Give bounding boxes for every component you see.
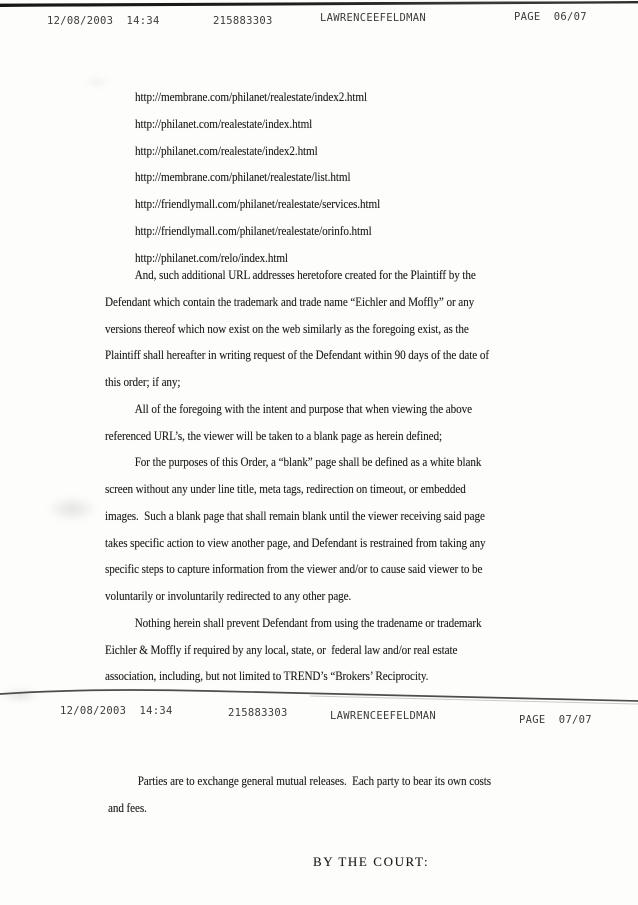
body-line: specific steps to capture information from the viewer and/or to cause said viewer to be [105,562,483,577]
fax-page-label: PAGE 07/07 [519,714,592,726]
fax-page-label: PAGE 06/07 [514,11,587,23]
fax-datetime: 12/08/2003 14:34 [47,15,160,27]
page2-body [108,768,491,822]
scan-artifact-top-edge [0,1,638,7]
body-line: images. Such a blank page that shall remain blank until the viewer receiving said page [105,508,485,523]
body-line: Plaintiff shall hereafter in writing request of the Defendant within 90 days of the date of [105,348,489,363]
body-line: screen without any under line title, meta tags, redirection on timeout, or embedded [105,482,466,496]
body-line: Eichler & Moffly if required by any local, state, or federal law and/or real estate [105,642,458,657]
court-signature-label: BY THE COURT: [313,854,430,869]
fax-station-id: 215883303 [213,15,273,27]
body-line: All of the foregoing with the intent and purpose that when viewing the above [134,401,472,416]
body-line: takes specific action to view another page, and Defendant is restrained from taking any [105,535,486,550]
url-line: http://membrane.com/philanet/realestate/list.html [135,170,351,185]
url-line: http://philanet.com/realestate/index2.html [135,143,318,158]
fax-sender: LAWRENCEEFELDMAN [320,12,426,24]
body-line: association, including, but not limited to TREND’s “Brokers’ Reciprocity. [105,669,429,684]
fax-station-id: 215883303 [228,707,288,719]
body-line: referenced URL’s, the viewer will be taken to a blank page as herein defined; [105,428,442,443]
url-line: http://philanet.com/relo/index.html [135,250,288,265]
body-line: this order; if any; [105,375,181,389]
body-line: and fees. [108,800,147,815]
url-line: http://philanet.com/realestate/index.html [135,116,313,131]
body-line: Nothing herein shall prevent Defendant from using the tradename or trademark [134,615,482,630]
body-line: voluntarily or involuntarily redirected to any other page. [105,589,352,603]
url-line: http://membrane.com/philanet/realestate/index2.html [135,90,368,104]
url-line: http://friendlymall.com/philanet/realestate/services.html [135,197,381,211]
body-line: And, such additional URL addresses heretofore created for the Plaintiff by the [134,268,476,282]
body-line: versions thereof which now exist on the web similarly as the foregoing exist, as the [105,321,469,336]
fax-datetime: 12/08/2003 14:34 [60,705,173,717]
body-line: Parties are to exchange general mutual releases. Each party to bear its own costs [137,774,492,788]
scan-artifact-smudge [46,496,98,522]
scan-artifact-smudge [84,76,110,88]
body-line: For the purposes of this Order, a “blank” page shall be defined as a white blank [134,455,482,470]
body-line: Defendant which contain the trademark and trade name “Eichler and Moffly” or any [105,294,475,309]
page1-body [105,262,489,690]
url-list [135,84,380,271]
fax-sender: LAWRENCEEFELDMAN [330,710,436,722]
url-line: http://friendlymall.com/philanet/realestate/orinfo.html [135,223,372,238]
